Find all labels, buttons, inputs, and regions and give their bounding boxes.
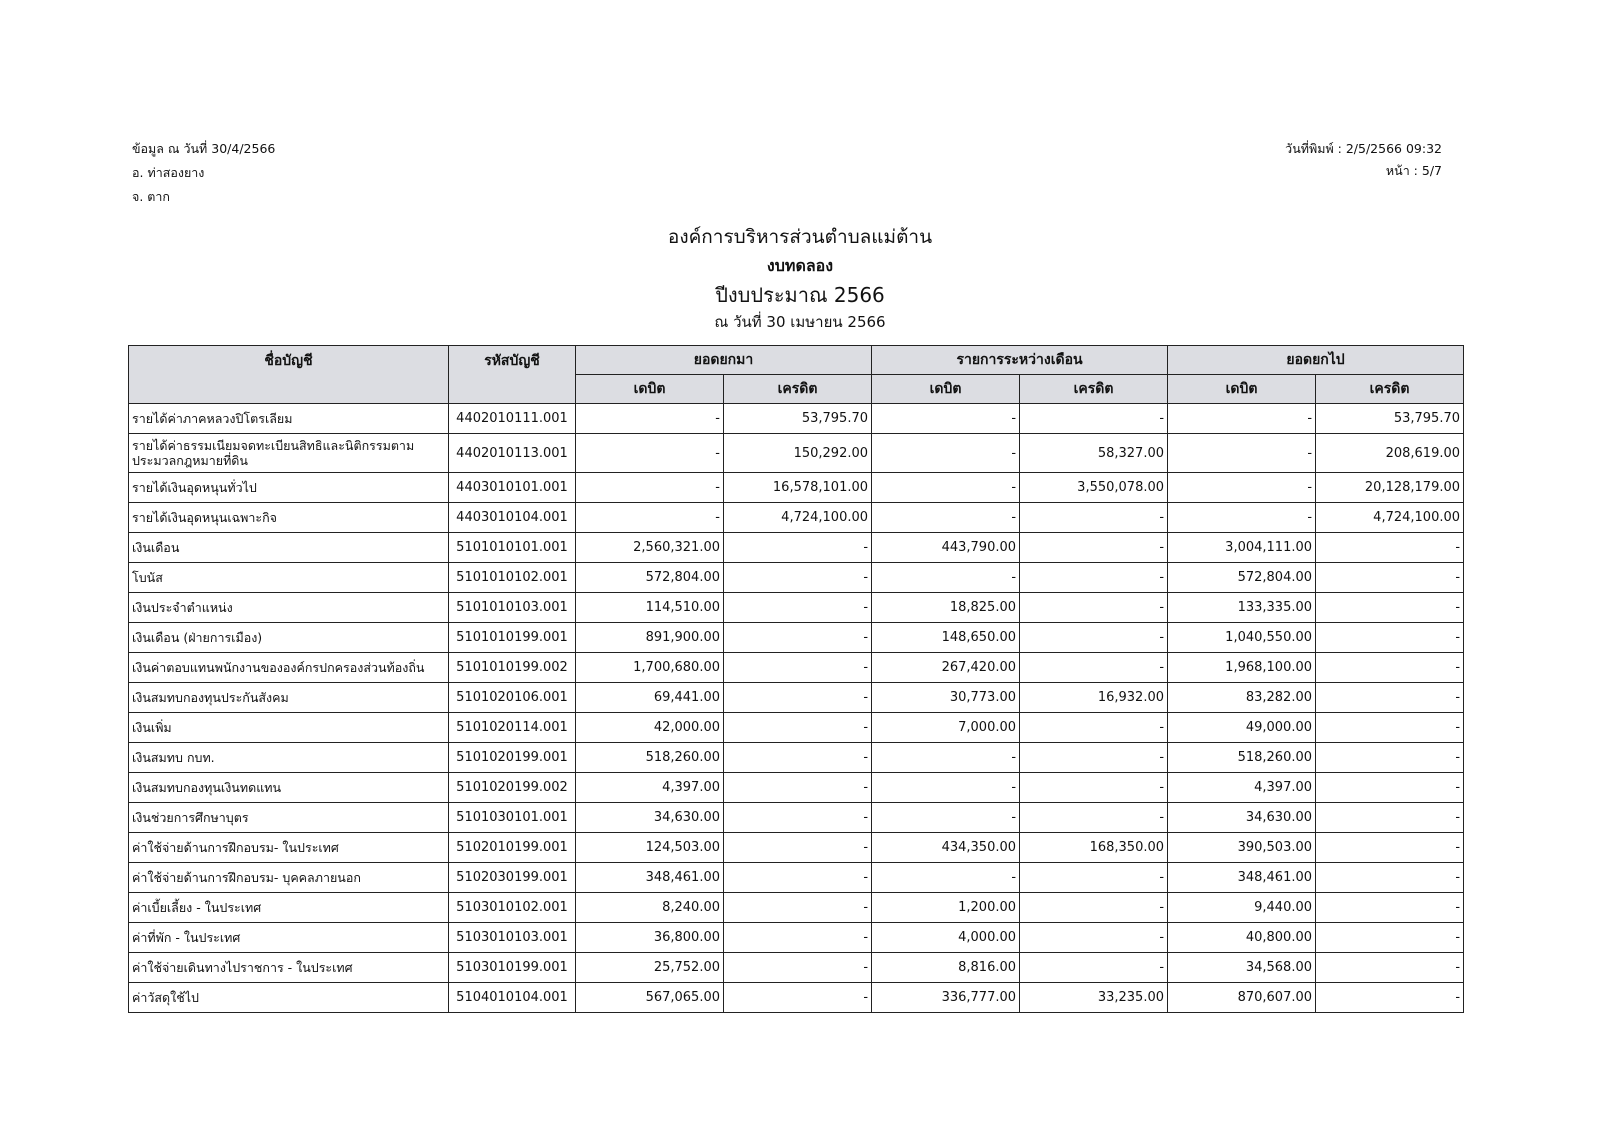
page-number: หน้า : 5/7	[1385, 163, 1442, 178]
bf-debit-cell: 69,441.00	[576, 683, 724, 713]
month-credit-cell: -	[1020, 404, 1168, 434]
bf-credit-cell: -	[724, 953, 872, 983]
bf-credit-cell: -	[724, 563, 872, 593]
bf-debit-cell: 34,630.00	[576, 803, 724, 833]
report-title: งบทดลอง	[766, 256, 834, 275]
cf-debit-cell: 83,282.00	[1168, 683, 1316, 713]
month-credit-cell: -	[1020, 803, 1168, 833]
month-credit-cell: -	[1020, 533, 1168, 563]
cf-debit-cell: 1,968,100.00	[1168, 653, 1316, 683]
cf-credit-cell: -	[1316, 533, 1464, 563]
account-name-cell: เงินค่าตอบแทนพนักงานขององค์กรปกครองส่วนท้องถิ่น	[129, 653, 449, 683]
account-name-cell: ค่าเบี้ยเลี้ยง - ในประเทศ	[129, 893, 449, 923]
month-debit-cell: -	[872, 473, 1020, 503]
account-code-cell: 5102010199.001	[449, 833, 576, 863]
district-label: อ. ท่าสองยาง	[132, 165, 205, 180]
account-name-cell: เงินเดือน	[129, 533, 449, 563]
month-credit-cell: -	[1020, 713, 1168, 743]
month-debit-cell: -	[872, 743, 1020, 773]
bf-credit-cell: -	[724, 983, 872, 1013]
cf-debit-cell: 9,440.00	[1168, 893, 1316, 923]
cf-credit-cell: -	[1316, 593, 1464, 623]
account-code-cell: 5103010103.001	[449, 923, 576, 953]
header-month-debit: เดบิต	[872, 375, 1020, 404]
cf-debit-cell: 518,260.00	[1168, 743, 1316, 773]
month-credit-cell: -	[1020, 623, 1168, 653]
cf-credit-cell: -	[1316, 773, 1464, 803]
table-row	[129, 953, 1464, 983]
bf-debit-cell: 348,461.00	[576, 863, 724, 893]
month-debit-cell: 434,350.00	[872, 833, 1020, 863]
bf-credit-cell: -	[724, 623, 872, 653]
bf-debit-cell: 124,503.00	[576, 833, 724, 863]
account-name-cell: ค่าใช้จ่ายด้านการฝึกอบรม- บุคคลภายนอก	[129, 863, 449, 893]
month-credit-cell: 168,350.00	[1020, 833, 1168, 863]
bf-credit-cell: -	[724, 773, 872, 803]
month-debit-cell: -	[872, 503, 1020, 533]
cf-credit-cell: -	[1316, 743, 1464, 773]
cf-credit-cell: -	[1316, 983, 1464, 1013]
month-debit-cell: -	[872, 434, 1020, 473]
cf-debit-cell: -	[1168, 434, 1316, 473]
header-cf-debit: เดบิต	[1168, 375, 1316, 404]
bf-credit-cell: -	[724, 533, 872, 563]
account-code-cell: 4403010101.001	[449, 473, 576, 503]
account-code-cell: 5101010103.001	[449, 593, 576, 623]
table-row	[129, 713, 1464, 743]
bf-credit-cell: 150,292.00	[724, 434, 872, 473]
cf-debit-cell: 4,397.00	[1168, 773, 1316, 803]
account-code-cell: 5101010102.001	[449, 563, 576, 593]
cf-credit-cell: -	[1316, 803, 1464, 833]
report-meta-left	[132, 141, 275, 213]
account-name-cell: เงินประจำตำแหน่ง	[129, 593, 449, 623]
account-code-cell: 5103010102.001	[449, 893, 576, 923]
month-debit-cell: 8,816.00	[872, 953, 1020, 983]
bf-credit-cell: -	[724, 923, 872, 953]
bf-credit-cell: 53,795.70	[724, 404, 872, 434]
month-debit-cell: -	[872, 773, 1020, 803]
table-row	[129, 983, 1464, 1013]
month-credit-cell: -	[1020, 503, 1168, 533]
account-name-cell: ค่าที่พัก - ในประเทศ	[129, 923, 449, 953]
cf-debit-cell: 49,000.00	[1168, 713, 1316, 743]
account-code-cell: 4402010113.001	[449, 434, 576, 473]
cf-credit-cell: -	[1316, 713, 1464, 743]
table-row	[129, 593, 1464, 623]
month-debit-cell: 7,000.00	[872, 713, 1020, 743]
month-credit-cell: -	[1020, 563, 1168, 593]
month-debit-cell: 267,420.00	[872, 653, 1020, 683]
cf-credit-cell: -	[1316, 563, 1464, 593]
cf-debit-cell: 34,630.00	[1168, 803, 1316, 833]
table-row	[129, 563, 1464, 593]
account-code-cell: 4402010111.001	[449, 404, 576, 434]
cf-debit-cell: 390,503.00	[1168, 833, 1316, 863]
bf-debit-cell: -	[576, 404, 724, 434]
account-name-cell: ค่าใช้จ่ายด้านการฝึกอบรม- ในประเทศ	[129, 833, 449, 863]
cf-credit-cell: 4,724,100.00	[1316, 503, 1464, 533]
table-row	[129, 863, 1464, 893]
account-code-cell: 5104010104.001	[449, 983, 576, 1013]
cf-debit-cell: -	[1168, 473, 1316, 503]
cf-debit-cell: -	[1168, 503, 1316, 533]
account-name-cell: เงินสมทบกองทุนเงินทดแทน	[129, 773, 449, 803]
month-debit-cell: -	[872, 563, 1020, 593]
month-credit-cell: 33,235.00	[1020, 983, 1168, 1013]
bf-debit-cell: -	[576, 434, 724, 473]
report-meta-right	[1285, 141, 1442, 185]
bf-debit-cell: 572,804.00	[576, 563, 724, 593]
as-of-date: ณ วันที่ 30 เมษายน 2566	[714, 313, 886, 331]
bf-credit-cell: -	[724, 653, 872, 683]
header-during-month: รายการระหว่างเดือน	[872, 346, 1168, 375]
month-debit-cell: -	[872, 863, 1020, 893]
header-carried-forward: ยอดยกไป	[1168, 346, 1464, 375]
table-row	[129, 653, 1464, 683]
trial-balance-body	[129, 404, 1464, 1013]
cf-credit-cell: 208,619.00	[1316, 434, 1464, 473]
cf-credit-cell: -	[1316, 683, 1464, 713]
table-row	[129, 803, 1464, 833]
bf-credit-cell: -	[724, 713, 872, 743]
bf-credit-cell: 4,724,100.00	[724, 503, 872, 533]
month-credit-cell: 16,932.00	[1020, 683, 1168, 713]
bf-credit-cell: -	[724, 863, 872, 893]
table-row	[129, 923, 1464, 953]
bf-debit-cell: 8,240.00	[576, 893, 724, 923]
cf-debit-cell: 133,335.00	[1168, 593, 1316, 623]
cf-debit-cell: 348,461.00	[1168, 863, 1316, 893]
month-debit-cell: -	[872, 803, 1020, 833]
bf-credit-cell: -	[724, 803, 872, 833]
fiscal-year: ปีงบประมาณ 2566	[715, 283, 885, 307]
account-code-cell: 5101010101.001	[449, 533, 576, 563]
month-debit-cell: 1,200.00	[872, 893, 1020, 923]
data-as-of-date: ข้อมูล ณ วันที่ 30/4/2566	[132, 141, 276, 156]
account-code-cell: 5101010199.002	[449, 653, 576, 683]
month-credit-cell: 58,327.00	[1020, 434, 1168, 473]
cf-credit-cell: 53,795.70	[1316, 404, 1464, 434]
table-row	[129, 893, 1464, 923]
bf-credit-cell: -	[724, 833, 872, 863]
bf-debit-cell: 42,000.00	[576, 713, 724, 743]
month-credit-cell: -	[1020, 653, 1168, 683]
account-name-cell: โบนัส	[129, 563, 449, 593]
account-code-cell: 5101020199.001	[449, 743, 576, 773]
header-bf-debit: เดบิต	[576, 375, 724, 404]
account-name-cell: รายได้ค่าภาคหลวงปิโตรเลียม	[129, 404, 449, 434]
account-name-cell: เงินช่วยการศึกษาบุตร	[129, 803, 449, 833]
bf-credit-cell: -	[724, 593, 872, 623]
bf-credit-cell: -	[724, 683, 872, 713]
print-date: วันที่พิมพ์ : 2/5/2566 09:32	[1285, 141, 1442, 156]
month-credit-cell: -	[1020, 593, 1168, 623]
month-debit-cell: 18,825.00	[872, 593, 1020, 623]
month-credit-cell: -	[1020, 953, 1168, 983]
organization-name: องค์การบริหารส่วนตำบลแม่ต้าน	[667, 226, 933, 248]
table-row	[129, 503, 1464, 533]
bf-debit-cell: 1,700,680.00	[576, 653, 724, 683]
bf-debit-cell: 114,510.00	[576, 593, 724, 623]
account-code-cell: 5101020106.001	[449, 683, 576, 713]
header-brought-forward: ยอดยกมา	[576, 346, 872, 375]
cf-debit-cell: 40,800.00	[1168, 923, 1316, 953]
account-code-cell: 5101020199.002	[449, 773, 576, 803]
table-row	[129, 623, 1464, 653]
bf-credit-cell: -	[724, 893, 872, 923]
header-account-name: ชื่อบัญชี	[129, 346, 449, 404]
bf-debit-cell: -	[576, 503, 724, 533]
month-debit-cell: 4,000.00	[872, 923, 1020, 953]
account-name-cell: เงินสมทบ กบท.	[129, 743, 449, 773]
header-bf-credit: เครดิต	[724, 375, 872, 404]
cf-debit-cell: -	[1168, 404, 1316, 434]
cf-credit-cell: -	[1316, 893, 1464, 923]
trial-balance-table	[128, 345, 1464, 1013]
cf-credit-cell: -	[1316, 863, 1464, 893]
account-name-cell: เงินเพิ่ม	[129, 713, 449, 743]
account-name-cell: ค่าใช้จ่ายเดินทางไปราชการ - ในประเทศ	[129, 953, 449, 983]
account-name-cell: ค่าวัสดุใช้ไป	[129, 983, 449, 1013]
cf-credit-cell: -	[1316, 923, 1464, 953]
account-code-cell: 5102030199.001	[449, 863, 576, 893]
bf-debit-cell: 567,065.00	[576, 983, 724, 1013]
bf-debit-cell: 4,397.00	[576, 773, 724, 803]
account-code-cell: 5101020114.001	[449, 713, 576, 743]
table-row	[129, 434, 1464, 473]
account-code-cell: 5101010199.001	[449, 623, 576, 653]
table-row	[129, 473, 1464, 503]
cf-credit-cell: -	[1316, 653, 1464, 683]
month-credit-cell: -	[1020, 863, 1168, 893]
month-debit-cell: 30,773.00	[872, 683, 1020, 713]
cf-debit-cell: 3,004,111.00	[1168, 533, 1316, 563]
account-name-cell: เงินเดือน (ฝ่ายการเมือง)	[129, 623, 449, 653]
account-code-cell: 5101030101.001	[449, 803, 576, 833]
month-debit-cell: -	[872, 404, 1020, 434]
bf-debit-cell: 2,560,321.00	[576, 533, 724, 563]
bf-debit-cell: -	[576, 473, 724, 503]
account-code-cell: 4403010104.001	[449, 503, 576, 533]
bf-debit-cell: 518,260.00	[576, 743, 724, 773]
cf-debit-cell: 572,804.00	[1168, 563, 1316, 593]
bf-credit-cell: 16,578,101.00	[724, 473, 872, 503]
account-code-cell: 5103010199.001	[449, 953, 576, 983]
header-month-credit: เครดิต	[1020, 375, 1168, 404]
bf-debit-cell: 25,752.00	[576, 953, 724, 983]
month-debit-cell: 336,777.00	[872, 983, 1020, 1013]
month-credit-cell: -	[1020, 893, 1168, 923]
month-credit-cell: 3,550,078.00	[1020, 473, 1168, 503]
cf-credit-cell: 20,128,179.00	[1316, 473, 1464, 503]
province-label: จ. ตาก	[132, 189, 170, 204]
report-title-block	[0, 222, 1600, 334]
bf-debit-cell: 36,800.00	[576, 923, 724, 953]
month-debit-cell: 443,790.00	[872, 533, 1020, 563]
month-credit-cell: -	[1020, 773, 1168, 803]
cf-debit-cell: 34,568.00	[1168, 953, 1316, 983]
bf-debit-cell: 891,900.00	[576, 623, 724, 653]
table-row	[129, 743, 1464, 773]
table-row	[129, 404, 1464, 434]
header-cf-credit: เครดิต	[1316, 375, 1464, 404]
table-row	[129, 683, 1464, 713]
month-credit-cell: -	[1020, 923, 1168, 953]
header-account-code: รหัสบัญชี	[449, 346, 576, 404]
cf-credit-cell: -	[1316, 623, 1464, 653]
table-row	[129, 533, 1464, 563]
cf-debit-cell: 870,607.00	[1168, 983, 1316, 1013]
account-name-cell: เงินสมทบกองทุนประกันสังคม	[129, 683, 449, 713]
cf-credit-cell: -	[1316, 833, 1464, 863]
account-name-cell: รายได้เงินอุดหนุนทั่วไป	[129, 473, 449, 503]
month-debit-cell: 148,650.00	[872, 623, 1020, 653]
table-row	[129, 773, 1464, 803]
cf-credit-cell: -	[1316, 953, 1464, 983]
account-name-cell: รายได้ค่าธรรมเนียมจดทะเบียนสิทธิและนิติกรรมตามประมวลกฎหมายที่ดิน	[129, 434, 449, 473]
month-credit-cell: -	[1020, 743, 1168, 773]
cf-debit-cell: 1,040,550.00	[1168, 623, 1316, 653]
account-name-cell: รายได้เงินอุดหนุนเฉพาะกิจ	[129, 503, 449, 533]
table-row	[129, 833, 1464, 863]
bf-credit-cell: -	[724, 743, 872, 773]
